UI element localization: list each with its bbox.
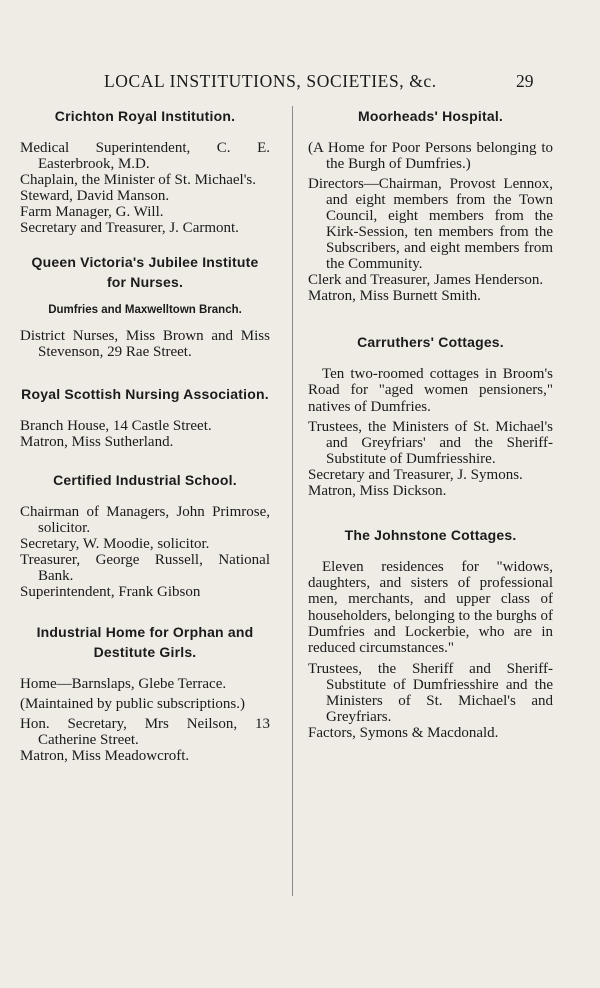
description-paragraph: Ten two-roomed cottages in Broom's Road for "aged women pensioners," natives of Dumfries. bbox=[308, 366, 553, 415]
section-orphan-home bbox=[20, 622, 270, 764]
section-heading: Industrial Home for Orphan and Destitute Girls. bbox=[36, 624, 254, 660]
entry-line: Matron, Miss Burnett Smith. bbox=[308, 288, 481, 304]
entry-line: Chairman of Managers, John Primrose, solicitor. bbox=[20, 504, 270, 536]
entry-line: Steward, David Manson. bbox=[20, 188, 170, 204]
section-heading: Queen Victoria's Jubilee Institute for Nurses. bbox=[31, 254, 259, 290]
section-moorheads bbox=[308, 106, 553, 304]
entry-line: Home—Barnslaps, Glebe Terrace. bbox=[20, 676, 227, 692]
entry-line: Superintendent, Frank Gibson bbox=[20, 584, 201, 600]
column-divider bbox=[292, 106, 293, 896]
section-jubilee bbox=[20, 252, 270, 360]
entry-line: Matron, Miss Dickson. bbox=[308, 482, 447, 499]
entry-line: Matron, Miss Meadowcroft. bbox=[20, 748, 190, 764]
entry-line: District Nurses, Miss Brown and Miss Stevenson, 29 Rae Street. bbox=[20, 328, 270, 360]
section-carruthers bbox=[308, 332, 553, 499]
description-paragraph: Eleven residences for "widows, daughters, and sisters of professional men, merchants, and upper class of householders, belonging to the burghs of Dumfries and Lockerbie, who are in reduced circumstances." bbox=[308, 558, 553, 657]
left-column bbox=[20, 106, 270, 764]
section-nursing bbox=[20, 384, 270, 450]
entry-line: Secretary, W. Moodie, solicitor. bbox=[20, 536, 210, 552]
section-heading: Carruthers' Cottages. bbox=[357, 334, 504, 350]
entry-line: (A Home for Poor Persons belonging to the Burgh of Dumfries.) bbox=[308, 140, 553, 172]
entry-line: Farm Manager, G. Will. bbox=[20, 204, 164, 220]
section-johnstone bbox=[308, 525, 553, 741]
section-heading: Royal Scottish Nursing Association. bbox=[21, 386, 269, 402]
entry-line: Trustees, the Sheriff and Sheriff-Substitute of Dumfriesshire and the Ministers of St. Michael's and Greyfriars. bbox=[308, 660, 553, 725]
entry-line: Branch House, 14 Castle Street. bbox=[20, 418, 212, 434]
entry-line: Medical Superintendent, C. E. Easterbrook, M.D. bbox=[20, 140, 270, 172]
section-heading: Moorheads' Hospital. bbox=[357, 108, 503, 124]
right-column bbox=[308, 106, 553, 741]
entry-line: Directors—Chairman, Provost Lennox, and eight members from the Town Council, eight members from the Kirk-Session, ten members from the Subscribers, and eight members from the Community. bbox=[308, 176, 553, 272]
section-industrial-school bbox=[20, 470, 270, 600]
section-crichton bbox=[20, 106, 270, 236]
section-subheading: Dumfries and Maxwelltown Branch. bbox=[48, 304, 242, 316]
running-head bbox=[0, 71, 600, 93]
entry-line: Secretary and Treasurer, J. Symons. bbox=[308, 466, 523, 483]
entry-line: Trustees, the Ministers of St. Michael's and Greyfriars' and the Sheriff-Substitute of Dumfriesshire. bbox=[308, 418, 553, 467]
entry-line: Matron, Miss Sutherland. bbox=[20, 434, 174, 450]
page-number: 29 bbox=[516, 71, 534, 91]
entry-line: Chaplain, the Minister of St. Michael's. bbox=[20, 172, 257, 188]
running-title: LOCAL INSTITUTIONS, SOCIETIES, &c. bbox=[104, 71, 437, 91]
entry-line: (Maintained by public subscriptions.) bbox=[20, 696, 245, 712]
entry-line: Clerk and Treasurer, James Henderson. bbox=[308, 272, 544, 288]
entry-line: Hon. Secretary, Mrs Neilson, 13 Catherine Street. bbox=[20, 716, 270, 748]
section-heading: Crichton Royal Institution. bbox=[54, 108, 236, 124]
section-heading: Certified Industrial School. bbox=[53, 472, 237, 488]
entry-line: Secretary and Treasurer, J. Carmont. bbox=[20, 220, 239, 236]
entry-line: Treasurer, George Russell, National Bank. bbox=[20, 552, 270, 584]
section-heading: The Johnstone Cottages. bbox=[344, 526, 517, 543]
entry-line: Factors, Symons & Macdonald. bbox=[308, 724, 499, 741]
